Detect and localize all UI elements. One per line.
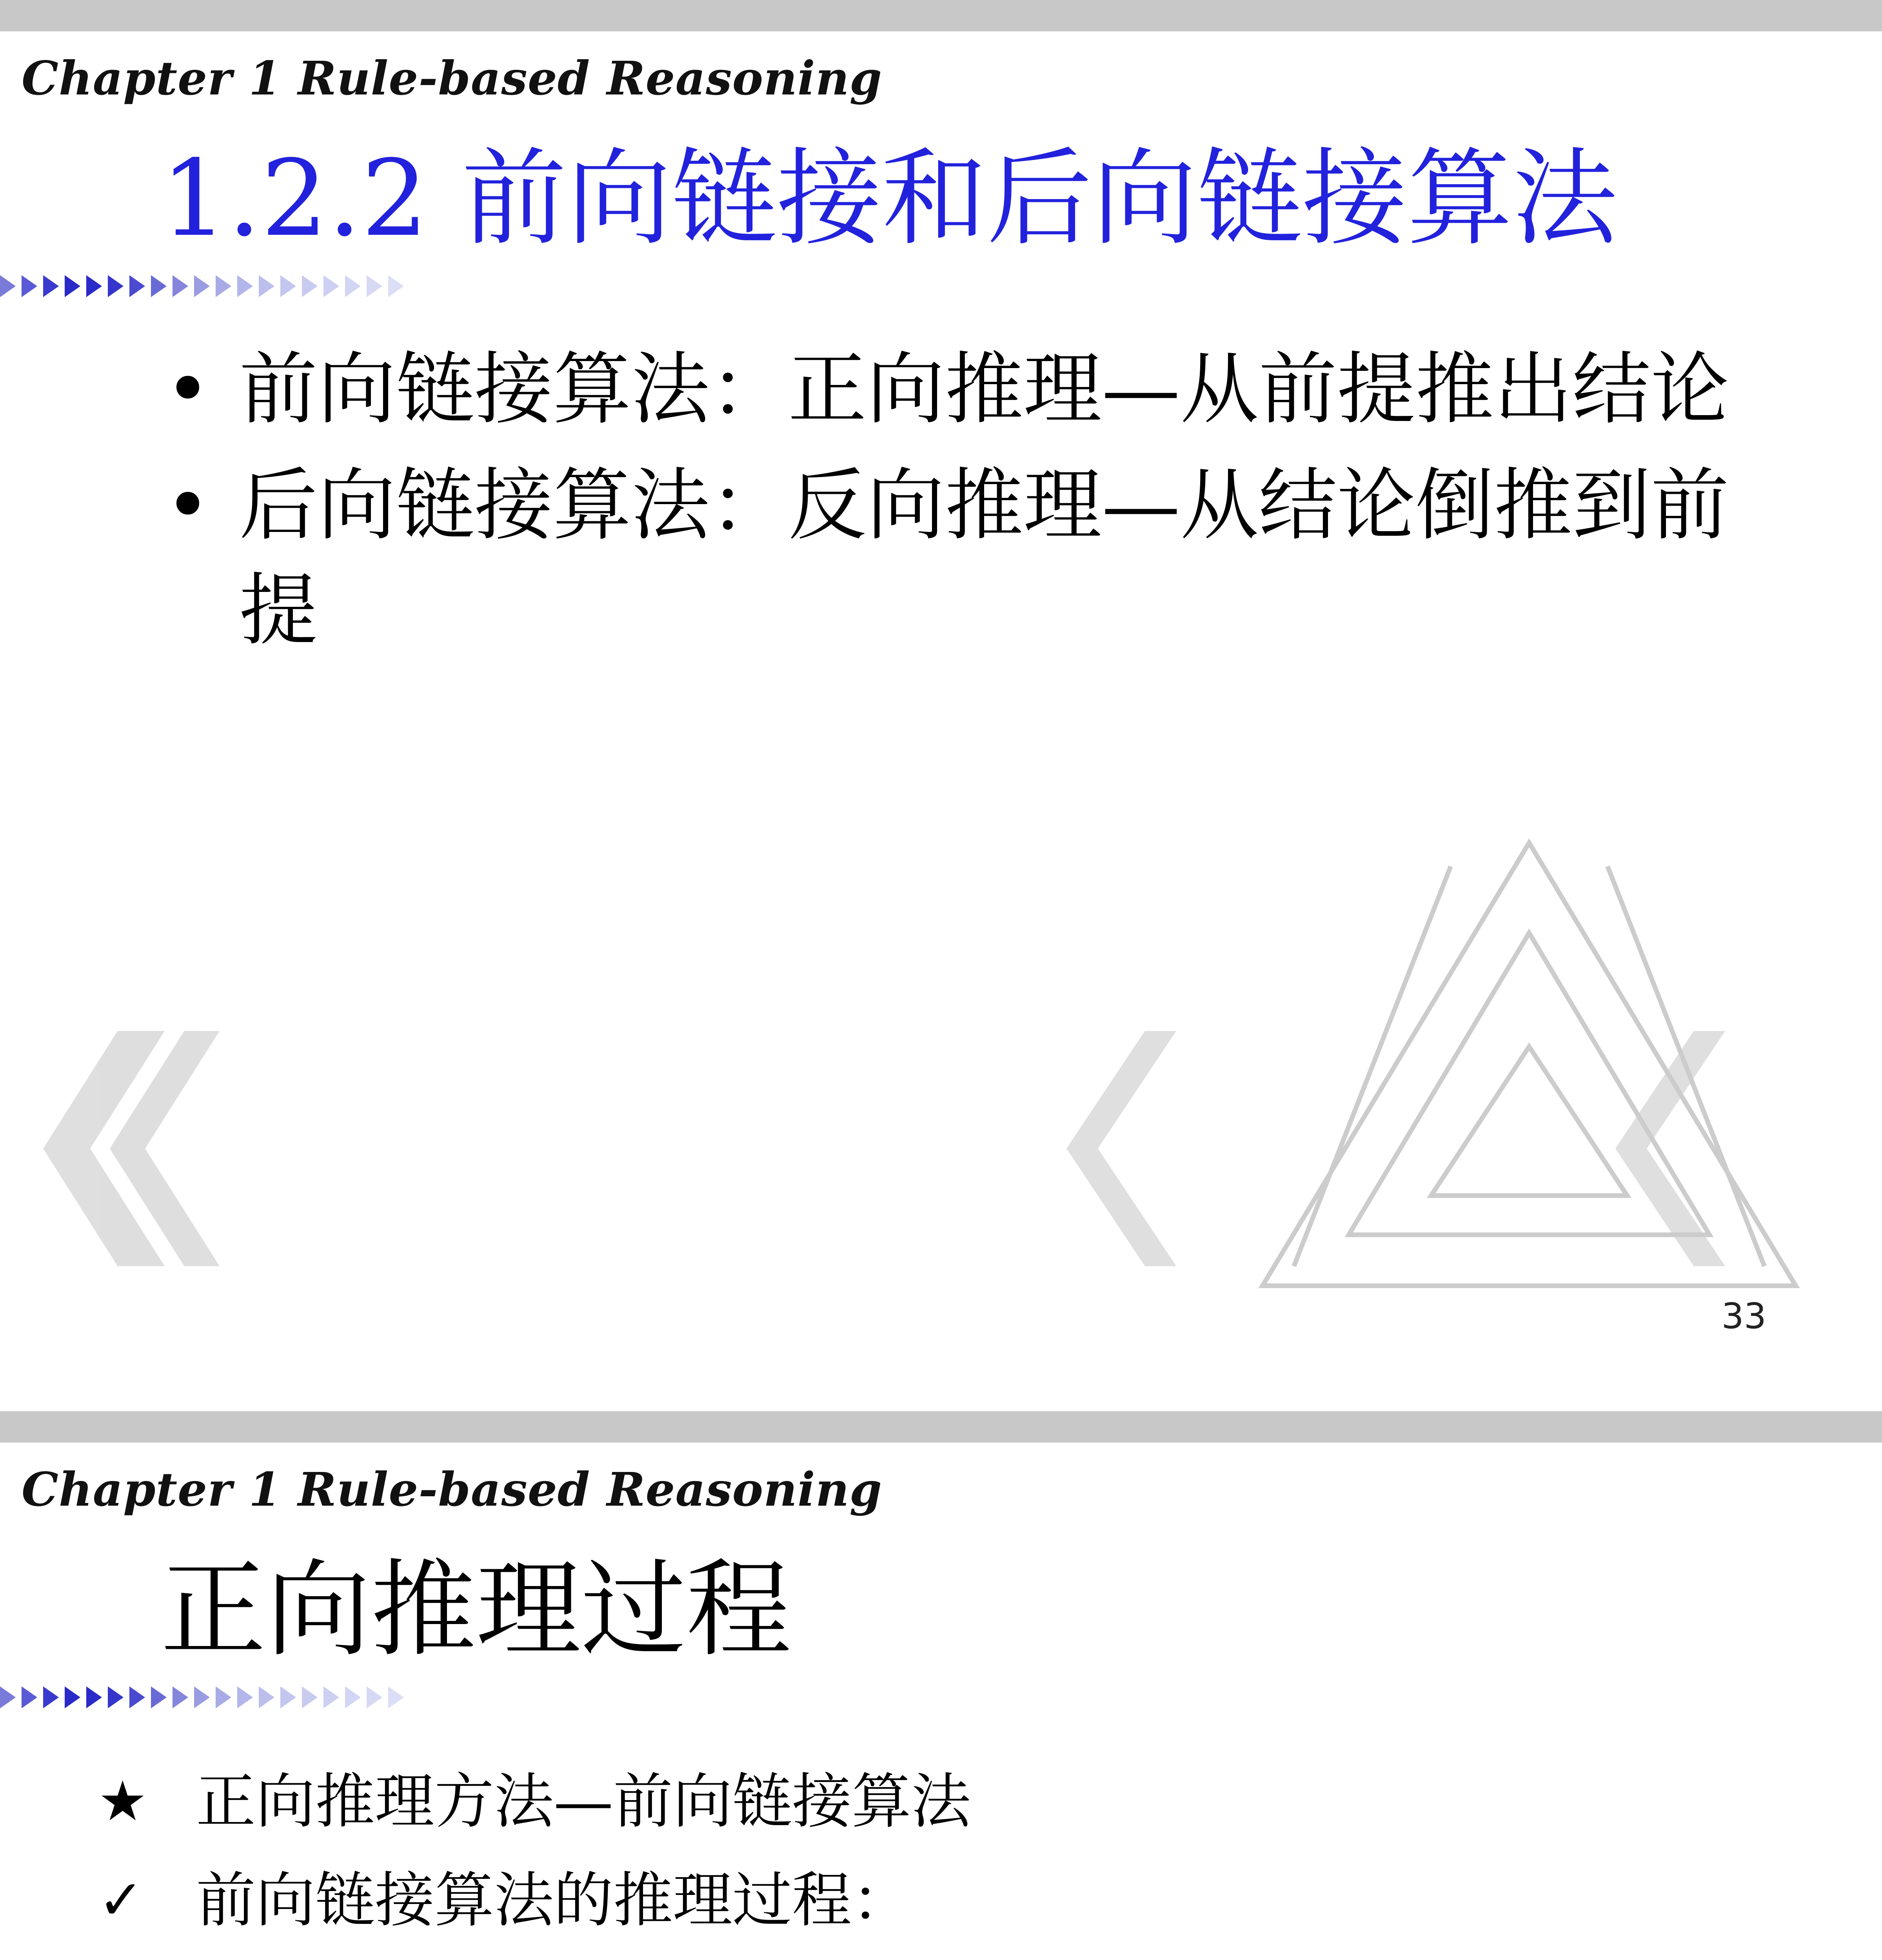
- slide-top-bar: [0, 0, 1882, 31]
- arrow-strip-icons: [0, 275, 404, 297]
- bullet-list: [165, 337, 1733, 674]
- arrow-strip-decoration: [0, 1682, 416, 1713]
- background-decoration: [0, 804, 1882, 1313]
- page-number: 33: [1721, 1296, 1766, 1337]
- bullet-text: 前向链接算法：正向推理—从前提推出结论: [239, 344, 1729, 435]
- star-icon: ★: [98, 1769, 147, 1833]
- bullet-icon: •: [165, 460, 211, 551]
- star-line-text: 正向推理方法—前向链接算法: [196, 1767, 971, 1836]
- chapter-header: Chapter 1 Rule-based Reasoning: [22, 1462, 883, 1517]
- step-paragraph: [98, 1955, 1784, 1960]
- slide-34: [0, 1411, 1882, 1960]
- slide-top-bar: [0, 1411, 1882, 1443]
- chapter-header: Chapter 1 Rule-based Reasoning: [22, 51, 883, 105]
- check-line-text: 前向链接算法的推理过程：: [196, 1866, 911, 1935]
- check-line: [98, 1855, 1784, 1946]
- bullet-item: [165, 337, 1733, 442]
- star-line: [98, 1756, 1784, 1847]
- arrow-strip-icons: [0, 1686, 404, 1708]
- bullet-icon: •: [165, 344, 211, 435]
- slide-title: 1.2.2 前向链接和后向链接算法: [161, 138, 1618, 260]
- bullet-item: [165, 453, 1733, 663]
- arrow-strip-decoration: [0, 270, 416, 302]
- slide-content: [98, 1756, 1784, 1960]
- bullet-text: 后向链接算法：反向推理—从结论倒推到前提: [239, 460, 1729, 656]
- checkmark-icon: ✓: [98, 1868, 144, 1932]
- slide-title: 正向推理过程: [161, 1549, 791, 1671]
